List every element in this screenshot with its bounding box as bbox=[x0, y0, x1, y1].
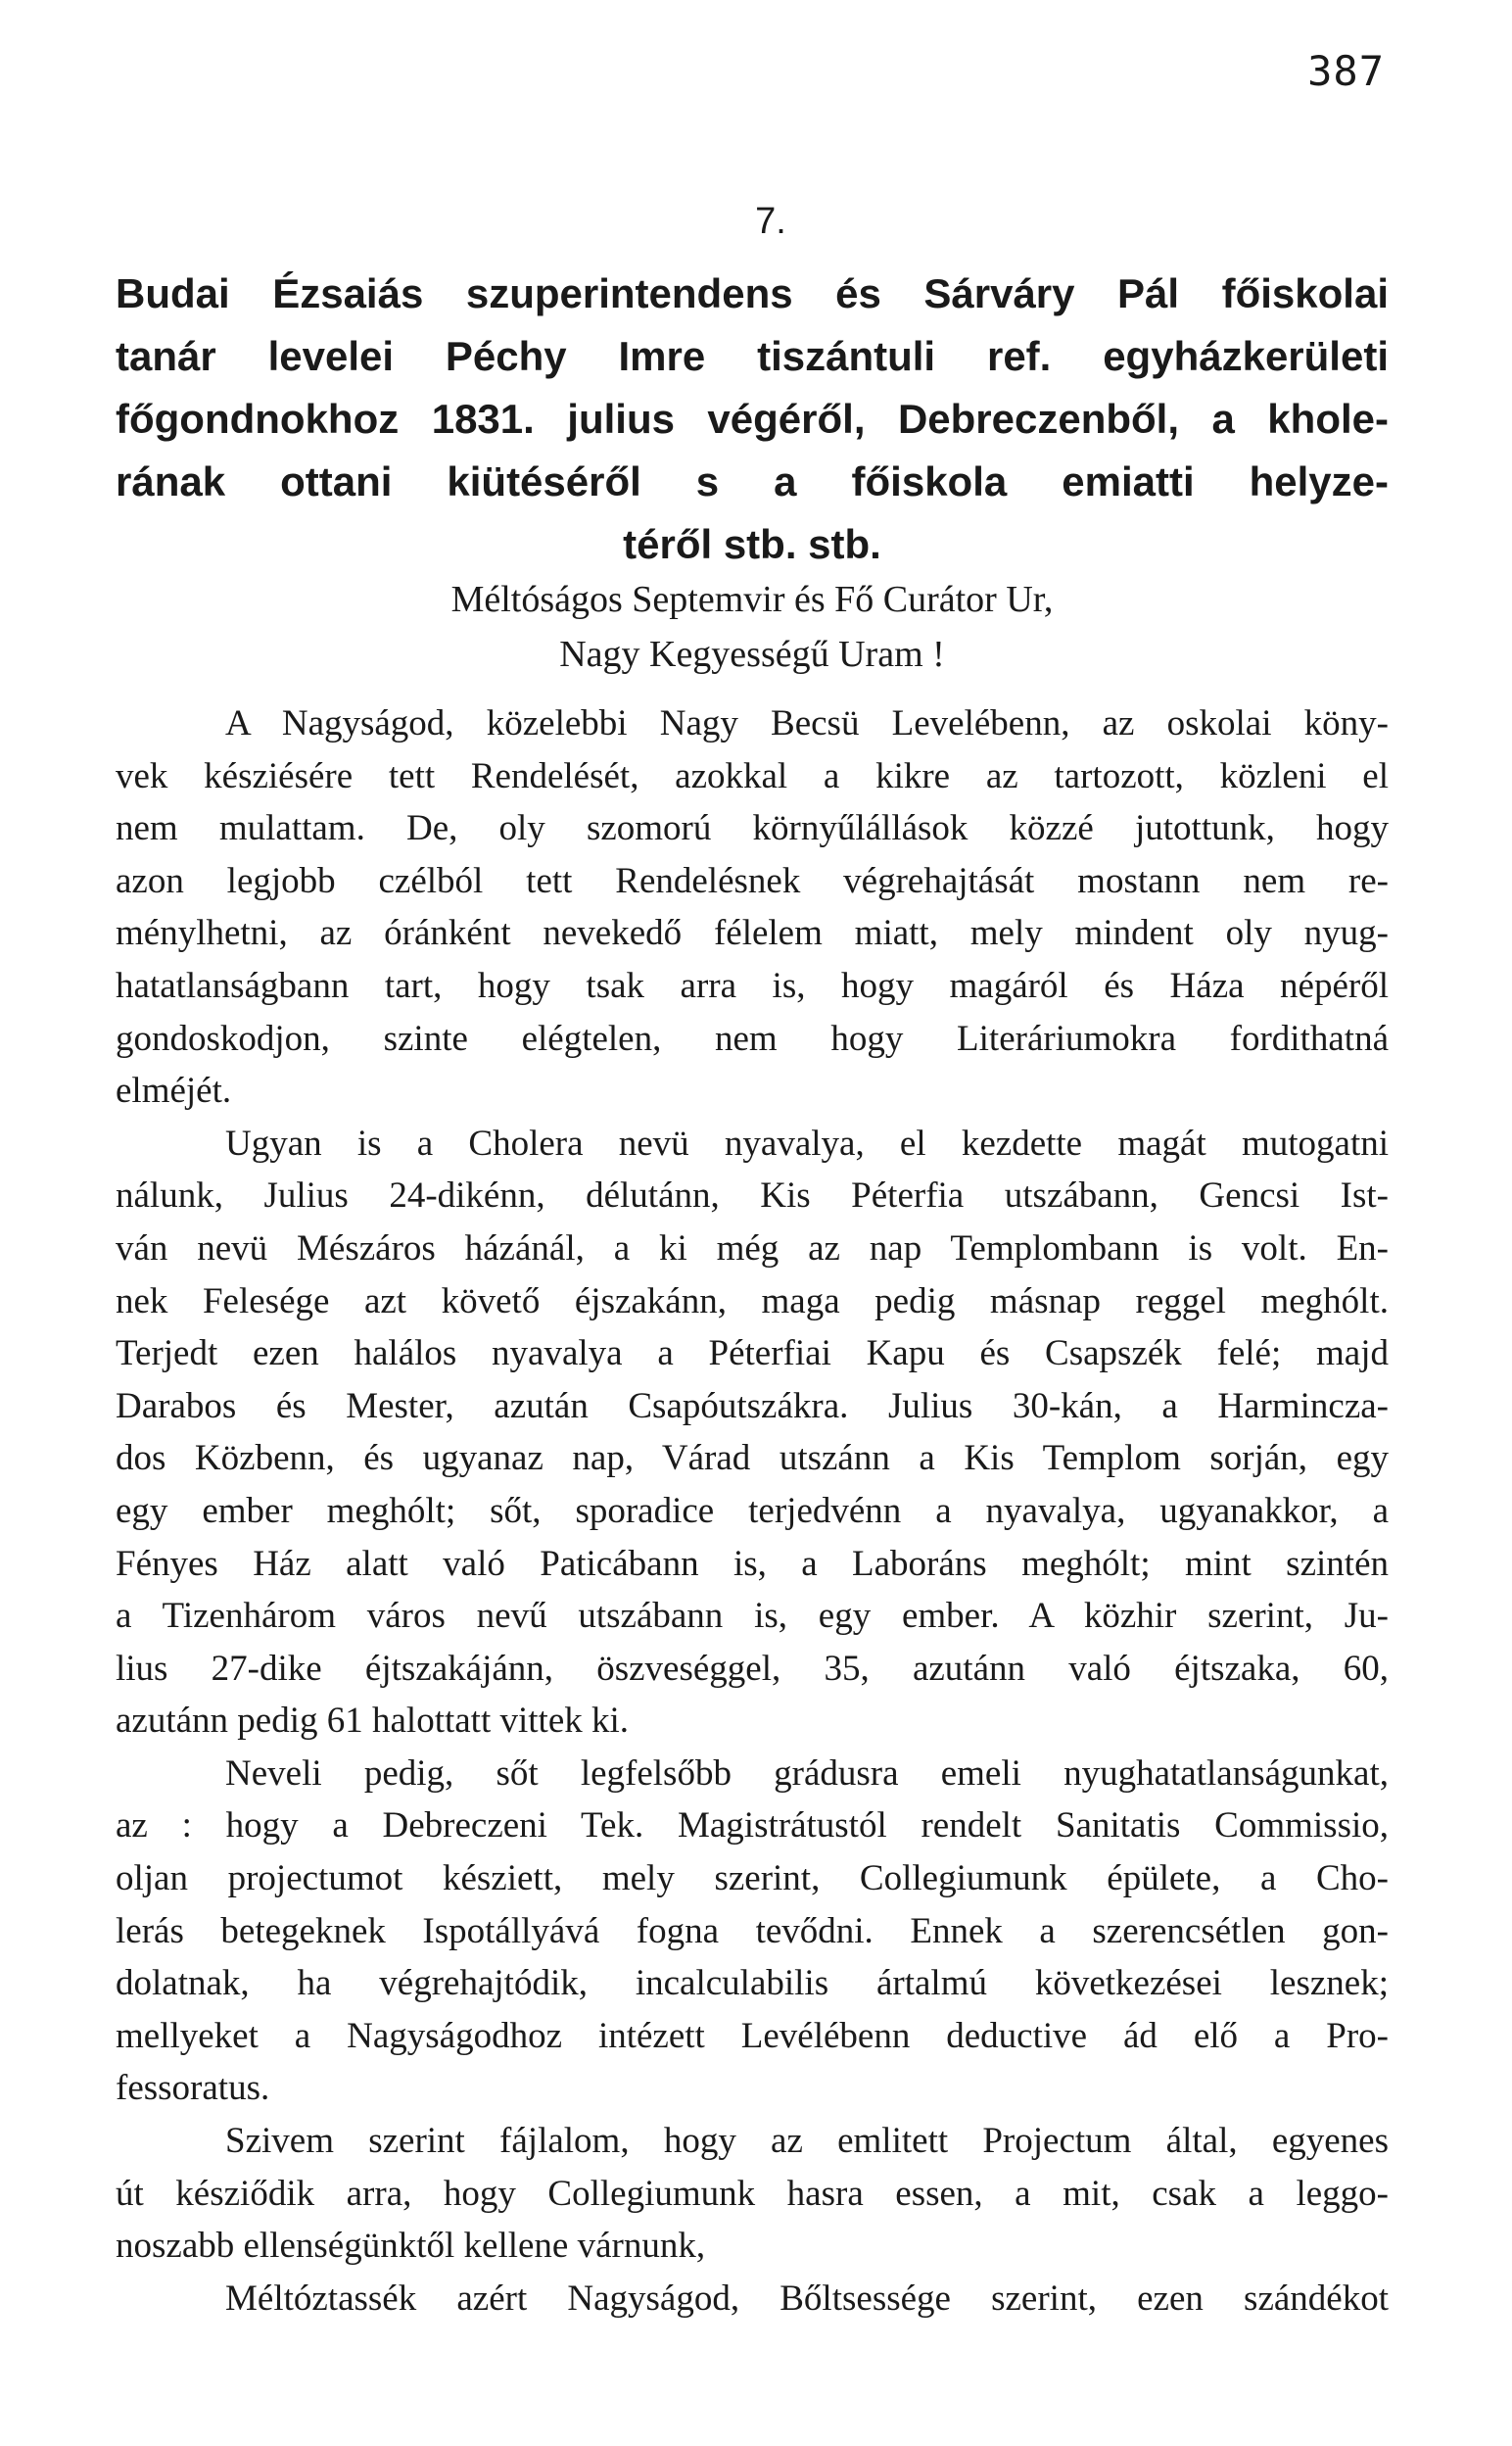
text-line: ménylhetni, az óránként nevekedő félelem miatt, mely mindent oly nyug- bbox=[116, 913, 1389, 954]
text-line: hatatlanságbann tart, hogy tsak arra is, hogy magáról és Háza népéről bbox=[116, 965, 1389, 1006]
heading-line: Budai Ézsaiás szuperintendens és Sárváry Pál főiskolai bbox=[116, 270, 1389, 316]
salutation bbox=[116, 572, 1389, 682]
paragraph bbox=[116, 697, 1389, 1118]
heading-line: főgondnokhoz 1831. julius végéről, Debreczenből, a khole- bbox=[116, 396, 1389, 442]
text-line: vek késziésére tett Rendelését, azokkal a kikre az tartozott, közleni el bbox=[116, 755, 1389, 796]
paragraph bbox=[116, 1118, 1389, 1748]
text-line: mellyeket a Nagyságodhoz intézett Levélébenn deductive ád elő a Pro- bbox=[116, 2015, 1389, 2056]
text-line: nem mulattam. De, oly szomorú környűlállások közzé jutottunk, hogy bbox=[116, 808, 1389, 849]
salutation-line: Méltóságos Septemvir és Fő Curátor Ur, bbox=[450, 579, 1054, 620]
text-line: a Tizenhárom város nevű utszábann is, egy ember. A közhir szerint, Ju- bbox=[116, 1596, 1389, 1637]
text-line: gondoskodjon, szinte elégtelen, nem hogy Literáriumokra fordithatná bbox=[116, 1018, 1389, 1059]
text-line: noszabb ellenségünktől kellene várnunk, bbox=[116, 2226, 706, 2267]
paragraph bbox=[116, 1748, 1389, 2115]
text-line: egy ember meghólt; sőt, sporadice terjedvénn a nyavalya, ugyanakkor, a bbox=[116, 1490, 1389, 1531]
text-line: nálunk, Julius 24-dikénn, délutánn, Kis Péterfia utszábann, Gencsi Ist- bbox=[116, 1175, 1389, 1217]
salutation-line: Nagy Kegyességű Uram ! bbox=[559, 634, 945, 675]
text-line: Darabos és Mester, azután Csapóutszákra. Julius 30-kán, a Harmincza- bbox=[116, 1385, 1389, 1426]
paragraph bbox=[116, 2115, 1389, 2273]
text-line: nek Felesége azt követő éjszakánn, maga pedig másnap reggel meghólt. bbox=[116, 1280, 1389, 1321]
text-line: dos Közbenn, és ugyanaz nap, Várad utszánn a Kis Templom sorján, egy bbox=[116, 1438, 1389, 1479]
text-line: lerás betegeknek Ispotállyává fogna tevődni. Ennek a szerencsétlen gon- bbox=[116, 1910, 1389, 1951]
text-line: Terjedt ezen halálos nyavalya a Péterfiai Kapu és Csapszék felé; majd bbox=[116, 1333, 1389, 1374]
page-number: 387 bbox=[1307, 47, 1385, 95]
heading-line: téről stb. stb. bbox=[623, 521, 881, 567]
heading-line: tanár levelei Péchy Imre tiszántuli ref. egyházkerületi bbox=[116, 333, 1389, 379]
text-line: Szivem szerint fájlalom, hogy az emlitett Projectum által, egyenes bbox=[225, 2121, 1389, 2162]
text-line: elméjét. bbox=[116, 1071, 232, 1112]
text-line: ván nevü Mészáros házánál, a ki még az nap Templombann is volt. En- bbox=[116, 1227, 1389, 1269]
text-line: oljan projectumot késziett, mely szerint, Collegiumunk épülete, a Cho- bbox=[116, 1858, 1389, 1899]
text-line: Neveli pedig, sőt legfelsőbb grádusra emeli nyughatatlanságunkat, bbox=[225, 1752, 1389, 1794]
section-number: 7. bbox=[755, 201, 786, 242]
paragraph bbox=[116, 2273, 1389, 2326]
text-line: A Nagyságod, közelebbi Nagy Becsü Levelébenn, az oskolai köny- bbox=[225, 703, 1389, 743]
text-line: az : hogy a Debreczeni Tek. Magistrátustól rendelt Sanitatis Commissio, bbox=[116, 1805, 1389, 1846]
text-line: Ugyan is a Cholera nevü nyavalya, el kezdette magát mutogatni bbox=[225, 1123, 1389, 1164]
letter-body bbox=[116, 697, 1389, 2325]
chapter-heading bbox=[116, 263, 1389, 576]
text-line: azon legjobb czélból tett Rendelésnek végrehajtását mostann nem re- bbox=[116, 860, 1389, 901]
text-line: út késziődik arra, hogy Collegiumunk hasra essen, a mit, csak a leggo- bbox=[116, 2173, 1389, 2214]
text-line: Fényes Ház alatt való Paticábann is, a Laboráns meghólt; mint szintén bbox=[116, 1543, 1389, 1584]
text-line: fessoratus. bbox=[116, 2068, 270, 2109]
text-line: dolatnak, ha végrehajtódik, incalculabilis ártalmú következései lesznek; bbox=[116, 1963, 1389, 2004]
text-line: azutánn pedig 61 halottatt vittek ki. bbox=[116, 1701, 630, 1742]
text-line: Méltóztassék azért Nagyságod, Bőltsessége szerint, ezen szándékot bbox=[225, 2278, 1389, 2319]
heading-line: rának ottani kiütéséről s a főiskola emiatti helyze- bbox=[116, 458, 1389, 504]
text-line: lius 27-dike éjtszakájánn, öszveséggel, 35, azutánn való éjtszaka, 60, bbox=[116, 1648, 1389, 1689]
